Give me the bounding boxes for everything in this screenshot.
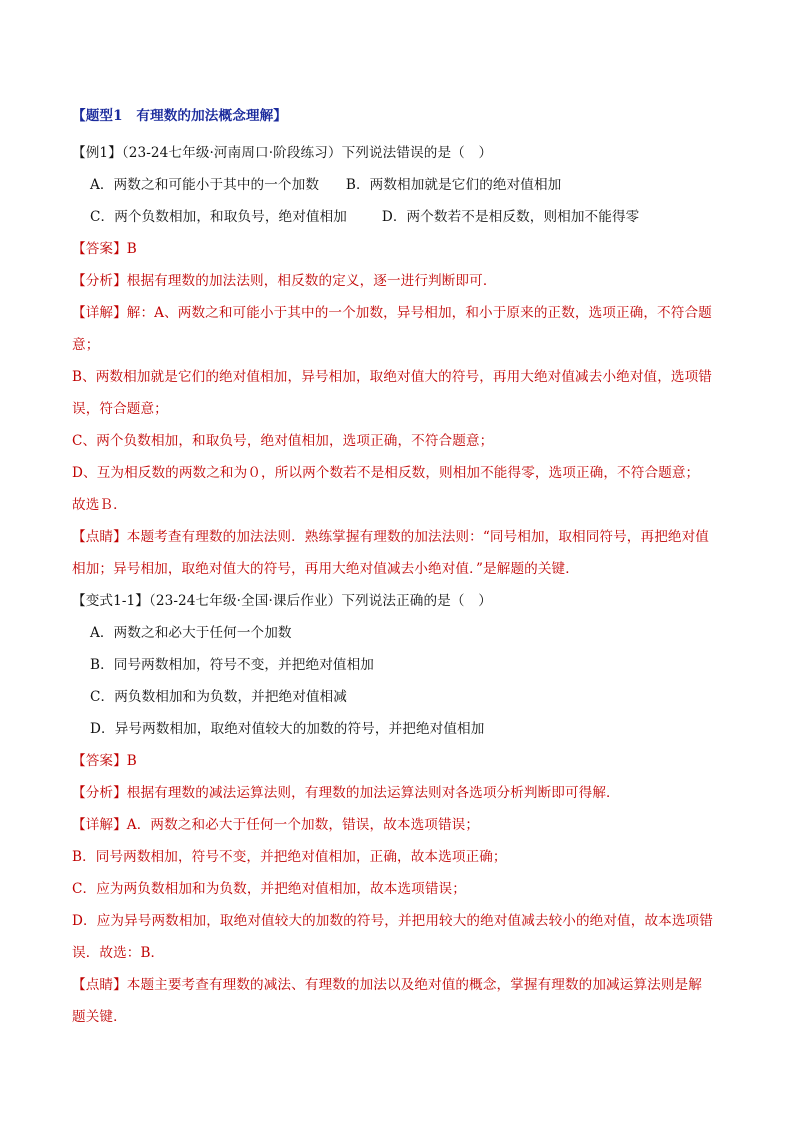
- example-detail-line-1: [72, 304, 712, 322]
- variant-point: [72, 976, 702, 994]
- example-option-b: B．两数相加就是它们的绝对值相加: [345, 177, 562, 193]
- variant-question: [72, 592, 492, 610]
- variant-analysis: [72, 784, 620, 802]
- analysis-tag: 【分析】: [72, 273, 127, 289]
- variant-detail-line-1: [72, 816, 479, 834]
- answer-value: B: [126, 753, 137, 769]
- variant-answer: [72, 752, 137, 770]
- example-options-row-1: [90, 176, 561, 194]
- example-point: [72, 528, 709, 546]
- variant-point-line-2: 题关键．: [72, 1009, 127, 1025]
- detail-text: A．两数之和必大于任何一个加数，错误，故本选项错误；: [126, 817, 480, 833]
- variant-option-d: D．异号两数相加，取绝对值较大的加数的符号，并把绝对值相加: [90, 721, 485, 737]
- example-option-a: A．两数之和可能小于其中的一个加数: [90, 177, 320, 193]
- example-label: 【例1】: [72, 145, 122, 161]
- section-title: 【题型1 有理数的加法概念理解】: [72, 108, 287, 124]
- detail-tag: 【详解】: [72, 305, 127, 321]
- detail-text: 解：A、两数之和可能小于其中的一个加数，异号相加，和小于原来的正数，选项正确，不符合题: [126, 305, 712, 321]
- point-text: 本题考查有理数的加法法则．熟练掌握有理数的加法法则：“同号相加，取相同符号，再把绝对值: [126, 529, 709, 545]
- example-question-text: （23-24七年级·河南周口·阶段练习）下列说法错误的是（ ）: [121, 145, 493, 161]
- point-tag: 【点睛】: [72, 529, 127, 545]
- point-text: 本题主要考查有理数的减法、有理数的加法以及绝对值的概念，掌握有理数的加减运算法则是解: [126, 977, 702, 993]
- example-question: [72, 144, 492, 162]
- variant-detail-line-4b: 误．故选：B．: [72, 945, 165, 961]
- example-answer: [72, 240, 137, 258]
- variant-option-b: B．同号两数相加，符号不变，并把绝对值相加: [90, 657, 374, 673]
- analysis-text: 根据有理数的加法法则，相反数的定义，逐一进行判断即可．: [126, 273, 497, 289]
- analysis-text: 根据有理数的减法运算法则，有理数的加法运算法则对各选项分析判断即可得解．: [126, 785, 620, 801]
- variant-option-c: C．两负数相加和为负数，并把绝对值相减: [90, 689, 347, 705]
- example-analysis: [72, 272, 497, 290]
- example-detail-line-1b: 意；: [72, 337, 100, 353]
- variant-question-text: （23-24七年级·全国·课后作业）下列说法正确的是（ ）: [148, 593, 492, 609]
- example-detail-line-2: B、两数相加就是它们的绝对值相加，异号相加，取绝对值大的符号，再用大绝对值减去小绝对值，选项错: [72, 369, 712, 385]
- example-detail-line-3: C、两个负数相加，和取负号，绝对值相加，选项正确，不符合题意；: [72, 433, 494, 449]
- example-options-row-2: [90, 208, 639, 226]
- variant-detail-line-3: C．应为两负数相加和为负数，并把绝对值相加，故本选项错误；: [72, 881, 466, 897]
- answer-tag: 【答案】: [72, 241, 127, 257]
- example-detail-line-4: D、互为相反数的两数之和为０，所以两个数若不是相反数，则相加不能得零，选项正确，不符合题意；: [72, 465, 700, 481]
- answer-tag: 【答案】: [72, 753, 127, 769]
- example-option-c: C．两个负数相加，和取负号，绝对值相加: [90, 209, 347, 225]
- variant-label: 【变式1-1】: [72, 593, 149, 609]
- variant-detail-line-4: D．应为异号两数相加，取绝对值较大的加数的符号，并把用较大的绝对值减去较小的绝对值，故本选项错: [72, 913, 713, 929]
- variant-detail-line-2: B．同号两数相加，符号不变，并把绝对值相加，正确，故本选项正确；: [72, 849, 507, 865]
- point-tag: 【点睛】: [72, 977, 127, 993]
- example-detail-line-2b: 误，符合题意；: [72, 401, 168, 417]
- analysis-tag: 【分析】: [72, 785, 127, 801]
- answer-value: B: [126, 241, 137, 257]
- variant-option-a: A．两数之和必大于任何一个加数: [90, 625, 292, 641]
- example-option-d: D．两个数若不是相反数，则相加不能得零: [381, 209, 640, 225]
- example-detail-line-5: 故选Ｂ．: [72, 497, 127, 513]
- detail-tag: 【详解】: [72, 817, 127, 833]
- example-point-line-2: 相加；异号相加，取绝对值大的符号，再用大绝对值减去小绝对值．”是解题的关键．: [72, 561, 579, 577]
